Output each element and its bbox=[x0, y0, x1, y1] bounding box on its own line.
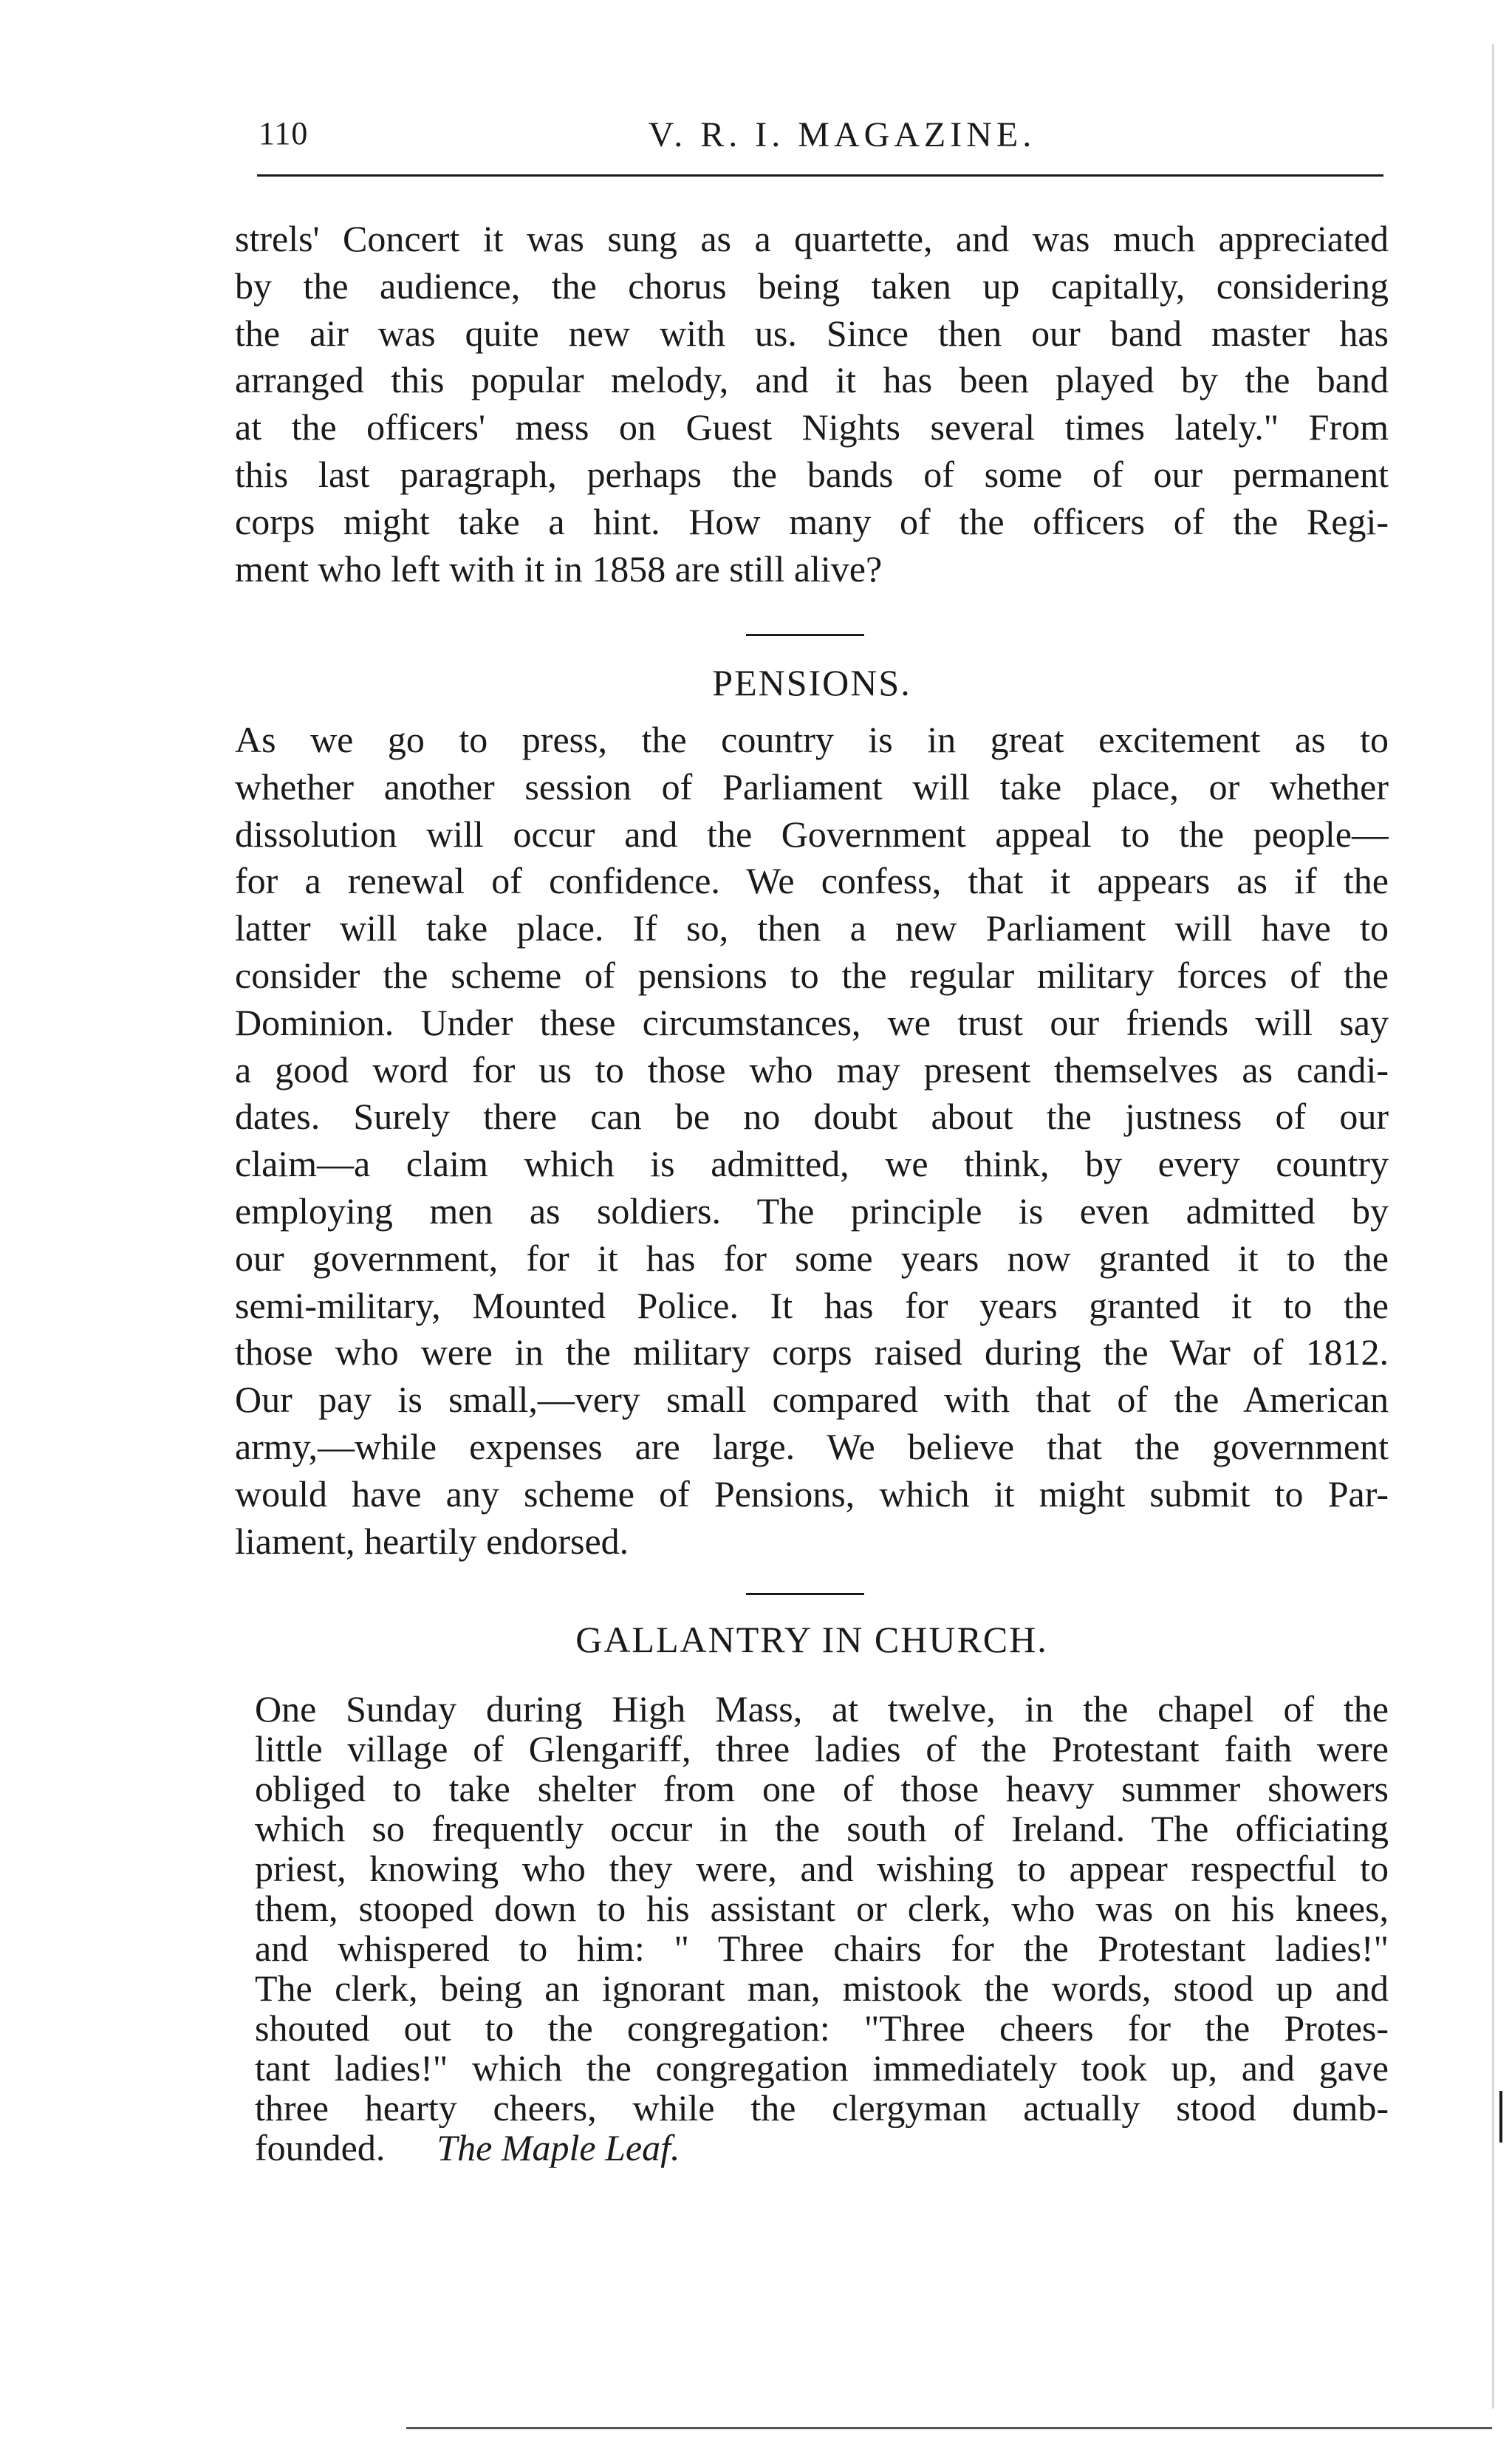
pensions-heading: PENSIONS. bbox=[712, 662, 911, 703]
source-attribution: The Maple Leaf. bbox=[437, 2128, 680, 2168]
text-line: liament, heartily endorsed. bbox=[235, 1520, 629, 1562]
text-line: three hearty cheers, while the clergyman actually stood dumb- bbox=[255, 2088, 1389, 2128]
text-line: would have any scheme of Pensions, which it might submit to Par- bbox=[235, 1472, 1389, 1515]
text-line: ment who left with it in 1858 are still alive? bbox=[235, 547, 883, 590]
text-line: and whispered to him: " Three chairs for the Protestant ladies!" bbox=[255, 1928, 1389, 1968]
text-line: corps might take a hint. How many of the officers of the Regi- bbox=[235, 500, 1389, 542]
page-edge bbox=[1492, 44, 1494, 2409]
text-line: As we go to press, the country is in great excitement as to bbox=[235, 719, 1389, 760]
text-line: whether another session of Parliament will take place, or whether bbox=[235, 765, 1389, 808]
text-line: employing men as soldiers. The principle is even admitted by bbox=[235, 1189, 1389, 1232]
header-rule bbox=[257, 174, 1383, 177]
page-header bbox=[259, 115, 1381, 159]
text-line: a good word for us to those who may present themselves as candi- bbox=[235, 1048, 1389, 1090]
gallantry-paragraph bbox=[255, 1689, 1389, 2168]
final-line-text: founded. bbox=[255, 2128, 386, 2168]
text-line: Dominion. Under these circumstances, we trust our friends will say bbox=[235, 1001, 1389, 1043]
text-line: little village of Glengariff, three ladies of the Protestant faith were bbox=[255, 1729, 1389, 1769]
text-line: the air was quite new with us. Since then our band master has bbox=[235, 312, 1389, 354]
text-line: dissolution will occur and the Government appeal to the people— bbox=[235, 813, 1389, 855]
edge-mark bbox=[1499, 2091, 1502, 2143]
text-line: semi-military, Mounted Police. It has for years granted it to the bbox=[235, 1284, 1389, 1326]
text-line: shouted out to the congregation: "Three cheers for the Protes- bbox=[255, 2008, 1389, 2048]
text-line: tant ladies!" which the congregation immediately took up, and gave bbox=[255, 2048, 1389, 2088]
text-line: priest, knowing who they were, and wishing to appear respectful to bbox=[255, 1849, 1389, 1888]
text-line: latter will take place. If so, then a new Parliament will have to bbox=[235, 907, 1389, 949]
page-number: 110 bbox=[259, 115, 309, 151]
text-line: arranged this popular melody, and it has been played by the band bbox=[235, 359, 1389, 401]
section-divider bbox=[746, 634, 864, 636]
text-line: those who were in the military corps raised during the War of 1812. bbox=[235, 1331, 1389, 1373]
running-title: V. R. I. MAGAZINE. bbox=[648, 115, 1036, 154]
pensions-paragraph bbox=[235, 717, 1389, 1565]
section-divider bbox=[746, 1593, 864, 1595]
text-line: claim—a claim which is admitted, we think, by every country bbox=[235, 1143, 1389, 1185]
text-line: obliged to take shelter from one of those heavy summer showers bbox=[255, 1769, 1389, 1809]
text-line: our government, for it has for some years now granted it to the bbox=[235, 1237, 1389, 1279]
text-line: them, stooped down to his assistant or clerk, who was on his knees, bbox=[255, 1888, 1389, 1928]
text-line: Our pay is small,—very small compared with that of the American bbox=[235, 1379, 1389, 1421]
text-line: this last paragraph, perhaps the bands of some of our permanent bbox=[235, 453, 1389, 495]
text-line: The clerk, being an ignorant man, mistook the words, stood up and bbox=[255, 1968, 1389, 2008]
text-line: One Sunday during High Mass, at twelve, in the chapel of the bbox=[255, 1689, 1389, 1729]
text-line: strels' Concert it was sung as a quartette, and was much appreciated bbox=[235, 218, 1389, 259]
text-line bbox=[255, 2128, 1389, 2168]
text-line: by the audience, the chorus being taken up capitally, considering bbox=[235, 264, 1389, 307]
gallantry-heading: GALLANTRY IN CHURCH. bbox=[575, 1619, 1048, 1660]
intro-paragraph bbox=[235, 216, 1389, 593]
text-line: for a renewal of confidence. We confess, that it appears as if the bbox=[235, 860, 1389, 902]
text-line: at the officers' mess on Guest Nights several times lately." From bbox=[235, 406, 1389, 448]
text-line: army,—while expenses are large. We believe that the government bbox=[235, 1425, 1389, 1467]
page-bottom-edge bbox=[406, 2427, 1492, 2429]
text-line: which so frequently occur in the south of Ireland. The officiating bbox=[255, 1809, 1389, 1849]
text-line: consider the scheme of pensions to the regular military forces of the bbox=[235, 954, 1389, 996]
text-line: dates. Surely there can be no doubt about the justness of our bbox=[235, 1096, 1389, 1138]
